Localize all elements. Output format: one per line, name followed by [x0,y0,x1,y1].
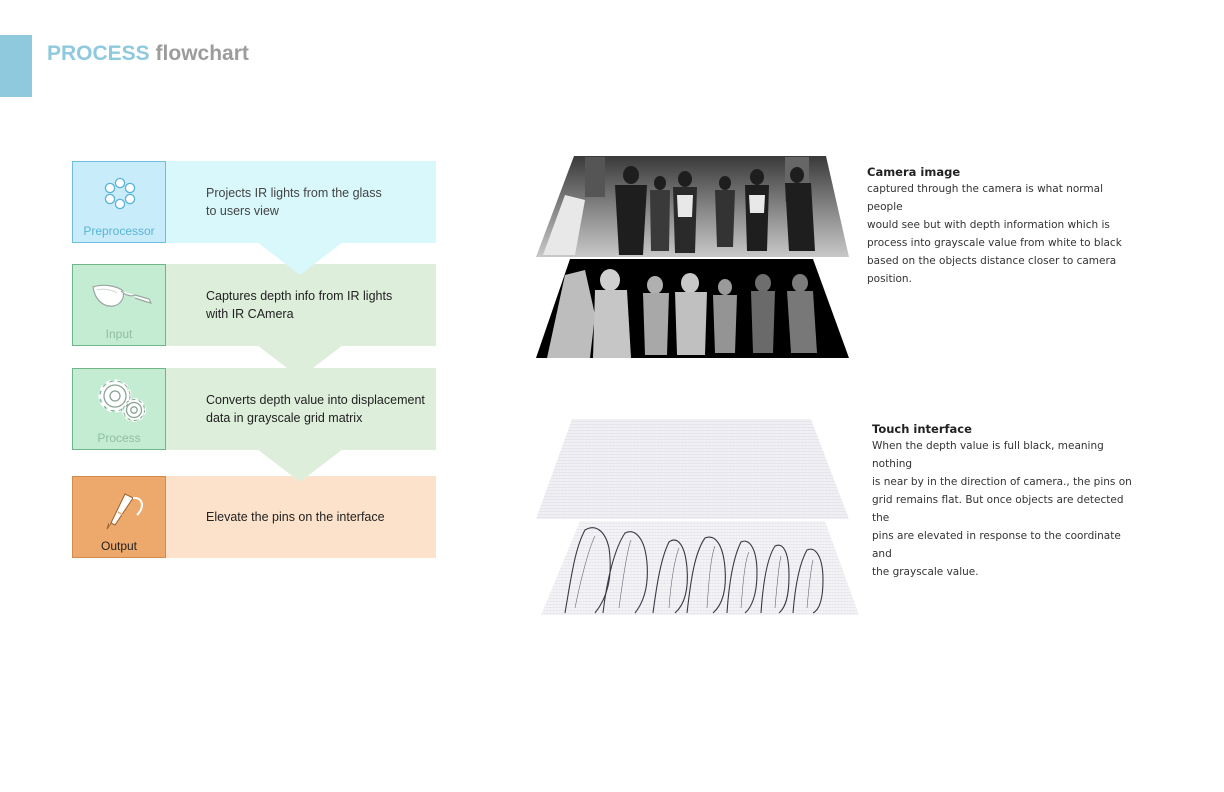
step-icon-box [72,368,166,450]
caption-body: captured through the camera is what normal people would see but with depth information which is process into grayscale value from white to black based on the objects distance closer to camera position. [867,183,1122,285]
step-label: Input [105,327,133,341]
flow-step-preprocessor [72,161,436,243]
flat-pin-grid [536,419,849,519]
caption-body: When the depth value is full black, meaning nothing is near by in the direction of camera., the pins on grid remains flat. But once objects are detected the pins are elevated in response to the coordinate and the grayscale value. [872,440,1132,578]
ir-lights-icon [85,170,155,216]
pin-grid-visual [535,418,861,616]
page-title [47,41,249,67]
step-label: Preprocessor [83,224,155,238]
caption-title: Camera image [867,165,961,179]
step-description: Projects IR lights from the glass to users view [206,186,382,218]
flow-step-process [72,368,436,450]
flow-step-input [72,264,436,346]
camera-photo-layer [536,156,849,257]
step-icon-box [72,476,166,558]
pin-stylus-icon [85,485,155,531]
step-description: Captures depth info from IR lights with IR CAmera [206,289,393,321]
step-icon-box [72,264,166,346]
page-title-light: flowchart [155,42,249,65]
depth-map-layer [536,259,849,358]
step-description: Elevate the pins on the interface [206,510,385,524]
glasses-icon [85,273,155,319]
elevated-pin-grid [541,521,859,615]
step-arrow [257,345,343,378]
camera-depth-visual [535,155,851,360]
step-arrow [257,242,343,275]
camera-image-caption [867,164,1127,288]
flow-step-output [72,476,436,558]
step-icon-box [72,161,166,243]
page-title-strong: PROCESS [47,42,150,65]
caption-title: Touch interface [872,422,972,436]
touch-interface-caption [872,421,1134,581]
gears-icon [85,377,155,423]
step-label: Output [100,539,138,553]
step-arrow [257,449,343,482]
step-description: Converts depth value into displacement data in grayscale grid matrix [206,393,425,425]
accent-bar [0,35,32,97]
step-label: Process [97,431,141,445]
